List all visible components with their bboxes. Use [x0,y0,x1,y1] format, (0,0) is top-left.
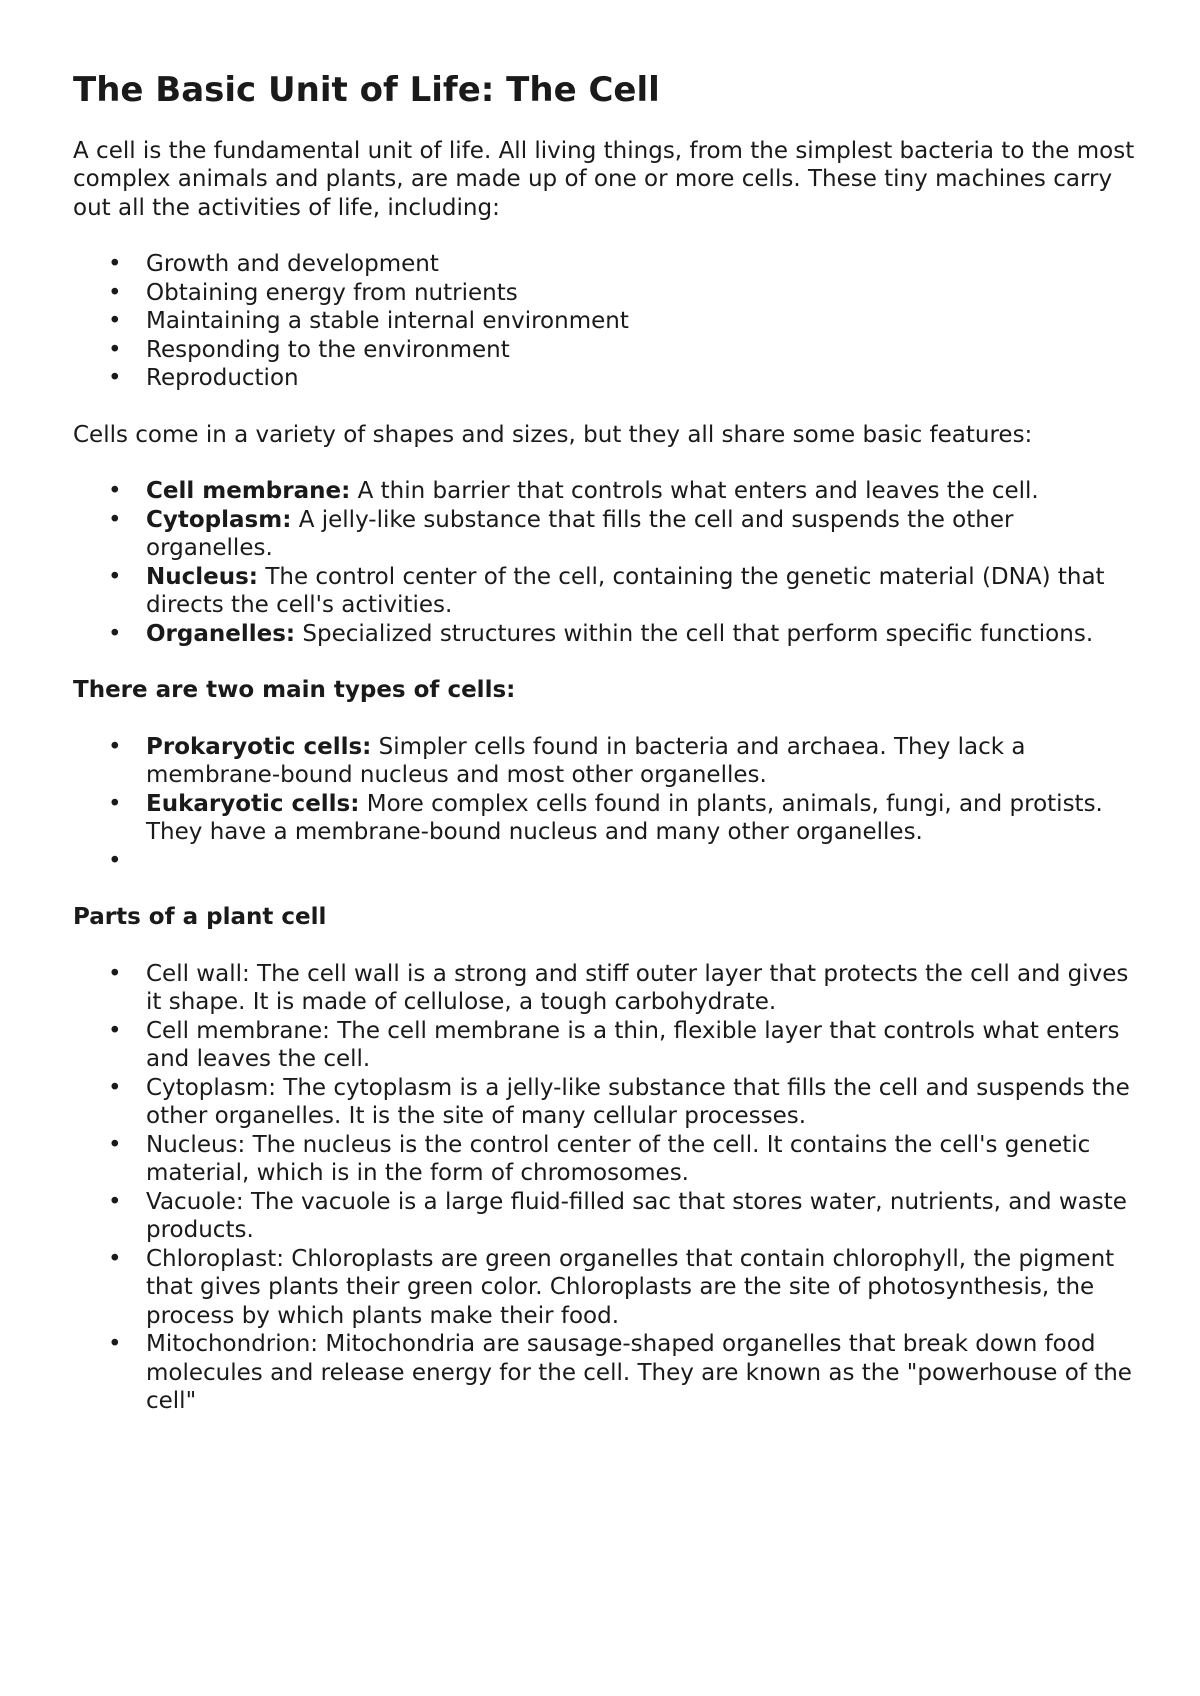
feature-term: Organelles: [146,620,296,647]
feature-term: Cell membrane: [146,478,351,505]
features-intro-paragraph: Cells come in a variety of shapes and sizes, but they all share some basic features: [73,421,1033,448]
list-item-empty [108,847,1140,876]
type-text: Simpler cells found in bacteria and archaea. They lack a membrane-bound nucleus and most other organelles. [146,733,1026,789]
intro-paragraph: A cell is the fundamental unit of life. All living things, from the simplest bacteria to the most complex animals and plants, are made up of one or more cells. These tiny machines carry out all the activities of life, including: [73,137,1135,221]
list-item [108,506,1140,563]
feature-text: A thin barrier that controls what enters and leaves the cell. [350,478,1039,505]
feature-text: A jelly-like substance that fills the cell and suspends the other organelles. [146,506,1014,562]
list-item: • Growth and development [108,251,439,278]
bullet-icon: • [108,563,122,590]
bullet-icon: • [108,1331,122,1358]
bullet-icon: • [108,336,122,363]
bullet-icon: • [108,960,122,987]
bullet-icon: • [108,733,122,760]
bullet-icon: • [108,251,122,278]
bullet-icon: • [108,279,122,306]
list-item: • Mitochondrion: Mitochondria are sausage-shaped organelles that break down food molecules and release energy for the cell. They are known as the "powerhouse of the cell" [108,1331,1132,1415]
bullet-icon: • [108,506,122,533]
list-item [108,790,1140,847]
plant-parts-list [73,960,1140,1416]
list-item [108,733,1140,790]
feature-term: Cytoplasm: [146,506,292,533]
type-term: Prokaryotic cells: [146,733,372,760]
list-item: • Cell membrane: The cell membrane is a thin, flexible layer that controls what enters and leaves the cell. [108,1017,1120,1073]
feature-term: Nucleus: [146,563,259,590]
list-item: • Responding to the environment [108,336,510,363]
list-item [108,477,1140,506]
types-heading: There are two main types of cells: [73,677,516,704]
feature-text: Specialized structures within the cell that perform specific functions. [295,620,1094,647]
bullet-icon: • [108,790,122,817]
features-list [73,477,1140,648]
list-item [108,563,1140,620]
page-title: The Basic Unit of Life: The Cell [73,70,660,110]
list-item: • Chloroplast: Chloroplasts are green organelles that contain chlorophyll, the pigment that gives plants their green color. Chloroplasts are the site of photosynthesis, the process by which plants make their food. [108,1245,1115,1329]
activities-list [73,250,1140,393]
list-item: • Reproduction [108,365,299,392]
feature-text: The control center of the cell, containing the genetic material (DNA) that directs the cell's activities. [146,563,1105,619]
bullet-icon: • [108,620,122,647]
bullet-icon: • [108,1074,122,1101]
list-item: • Maintaining a stable internal environment [108,308,629,335]
bullet-icon: • [108,1188,122,1215]
list-item: • Cell wall: The cell wall is a strong and stiff outer layer that protects the cell and gives it shape. It is made of cellulose, a tough carbohydrate. [108,960,1129,1016]
cell-types-list [73,733,1140,876]
bullet-icon: • [108,308,122,335]
list-item: • Vacuole: The vacuole is a large fluid-filled sac that stores water, nutrients, and waste products. [108,1188,1127,1244]
bullet-icon: • [108,847,122,874]
bullet-icon: • [108,365,122,392]
bullet-icon: • [108,478,122,505]
bullet-icon: • [108,1131,122,1158]
list-item: • Cytoplasm: The cytoplasm is a jelly-like substance that fills the cell and suspends the other organelles. It is the site of many cellular processes. [108,1074,1130,1130]
list-item [108,620,1140,649]
plant-cell-heading: Parts of a plant cell [73,904,327,931]
type-term: Eukaryotic cells: [146,790,360,817]
type-text: More complex cells found in plants, animals, fungi, and protists. They have a membrane-bound nucleus and many other organelles. [146,790,1103,846]
list-item: • Obtaining energy from nutrients [108,279,518,306]
bullet-icon: • [108,1245,122,1272]
list-item: • Nucleus: The nucleus is the control center of the cell. It contains the cell's genetic material, which is in the form of chromosomes. [108,1131,1091,1187]
bullet-icon: • [108,1017,122,1044]
